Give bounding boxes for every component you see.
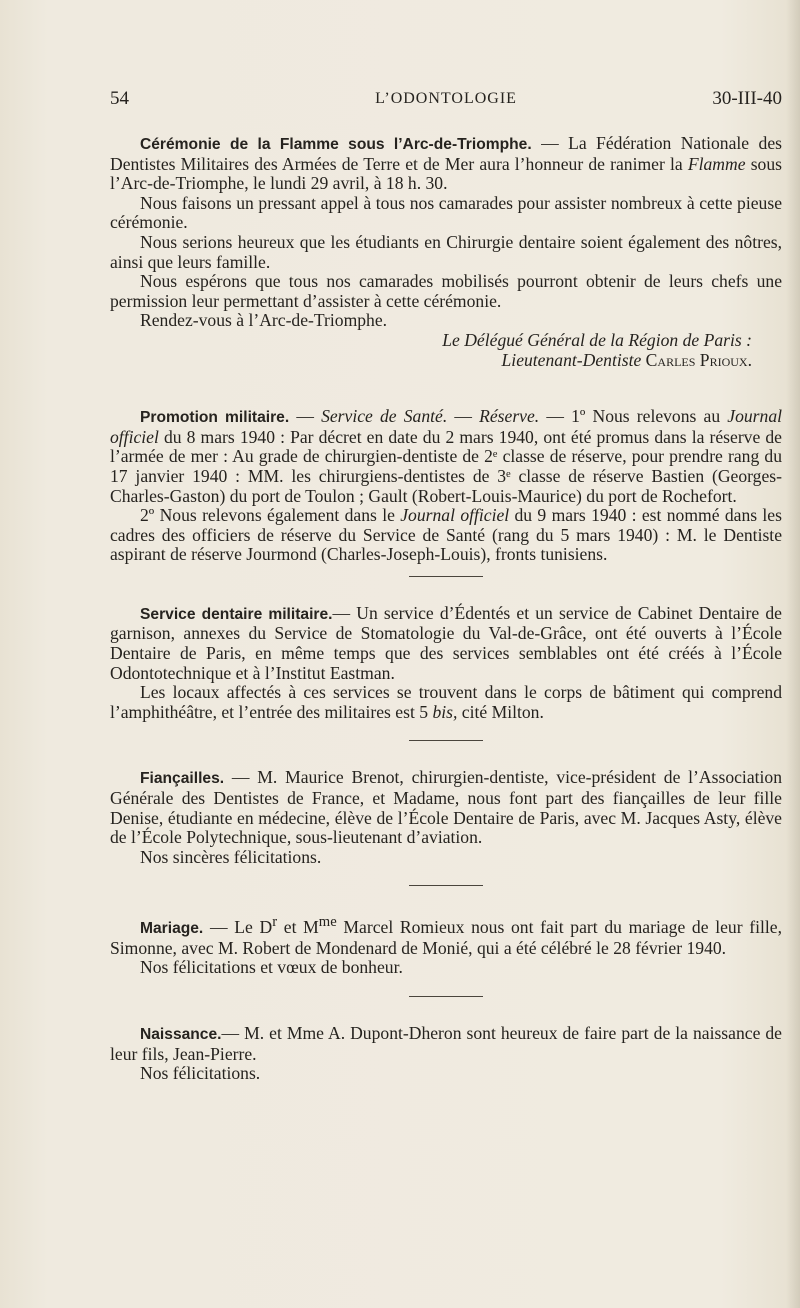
section-ceremonie	[110, 134, 782, 370]
section-heading: Promotion militaire.	[140, 409, 290, 427]
paragraph: Nos sincères félicitations.	[140, 846, 322, 867]
section-naissance	[110, 1024, 782, 1084]
section-heading: Fiançailles.	[140, 770, 225, 788]
page-number: 54	[110, 88, 129, 109]
issue-date: 30-III-40	[712, 88, 782, 109]
section-mariage	[110, 913, 782, 978]
paragraph: Nos félicitations et vœux de bonheur.	[140, 957, 403, 978]
section-fiancailles	[110, 768, 782, 867]
paragraph: Les locaux affectés à ces services se trouvent dans le corps de bâtiment qui comprend l’amphithéâtre, et l’entrée des militaires est 5 bis, cité Milton.	[110, 682, 782, 722]
paragraph: Naissance.— M. et Mme A. Dupont-Dheron sont heureux de faire part de la naissance de leur fils, Jean-Pierre.	[110, 1023, 782, 1064]
paragraph: Cérémonie de la Flamme sous l’Arc-de-Triomphe. — La Fédération Nationale des Dentistes Militaires des Armées de Terre et de Mer aura l’honneur de ranimer la Flamme sous l’Arc-de-Triomphe, le lundi 29 avril, à 18 h. 30.	[110, 133, 782, 194]
paragraph: Mariage. — Le $D^r$ et $M^{me}$ Marcel Romieux nous ont fait part du mariage de leur fille, Simonne, avec M. Robert de Mondenard de Monié, qui a été célébré le 28 février 1940.	[110, 914, 782, 958]
paragraph: Service dentaire militaire.— Un service d’Édentés et un service de Cabinet Dentaire de garnison, annexes du Service de Stomatologie du Val-de-Grâce, ont été ouverts à l’École Dentaire de Paris, en même temps que des services semblables ont été créés à l’École Odontotechnique et à l’Institut Eastman.	[110, 602, 782, 683]
section-promotion	[110, 407, 782, 565]
paragraph: Fiançailles. — M. Maurice Brenot, chirurgien-dentiste, vice-président de l’Association Générale des Dentistes de France, et Madame, nous font part des fiançailles de leur fille Denise, étudiante en médecine, élève de l’École Dentaire de Paris, avec M. Jacques Asty, élève de l’École Polytechnique, sous-lieutenant d’aviation.	[110, 767, 782, 848]
section-service-dentaire	[110, 604, 782, 723]
paragraph: Promotion militaire. — Service de Santé. — Réserve. — 1º Nous relevons au Journal officiel du 8 mars 1940 : Par décret en date du 2 mars 1940, ont été promus dans la réserve de l’armée de mer : Au grade de chirurgien-dentiste de 2ᵉ classe de réserve, pour prendre rang du 17 janvier 1940 : MM. les chirurgiens-dentistes de 3ᵉ classe de réserve Bastien (Georges-Charles-Gaston) du port de Toulon ; Gault (Robert-Louis-Maurice) du port de Rochefort.	[110, 406, 783, 506]
journal-title: L’ODONTOLOGIE	[375, 90, 517, 107]
paragraph: Rendez-vous à l’Arc-de-Triomphe.	[140, 310, 388, 331]
running-header	[110, 88, 782, 114]
paragraph: 2º Nous relevons également dans le Journal officiel du 9 mars 1940 : est nommé dans les cadres des officiers de réserve du Service de Santé (rang du 5 mars 1940) : M. le Dentiste aspirant de réserve Jourmond (Charles-Joseph-Louis), fronts tunisiens.	[110, 505, 782, 565]
paragraph: Nous serions heureux que les étudiants en Chirurgie dentaire soient également des nôtres, ainsi que leurs famille.	[110, 231, 782, 272]
section-heading: Naissance.	[140, 1026, 222, 1044]
paragraph: Nous espérons que tous nos camarades mobilisés pourront obtenir de leurs chefs une permission leur permettant d’assister à cette cérémonie.	[110, 271, 782, 311]
section-heading: Mariage.	[140, 920, 204, 938]
page-edge-shadow	[786, 0, 800, 1308]
article-body	[110, 134, 782, 1084]
paragraph: Nos félicitations.	[140, 1063, 261, 1084]
section-heading: Cérémonie de la Flamme sous l’Arc-de-Triomphe.	[140, 136, 532, 153]
section-heading: Service dentaire militaire.	[140, 605, 333, 623]
paragraph: Nous faisons un pressant appel à tous nos camarades pour assister nombreux à cette pieuse cérémonie.	[110, 192, 782, 233]
signature-name: Lieutenant-Dentiste Carles Prioux.	[501, 349, 752, 370]
signature-title: Le Délégué Général de la Région de Paris :	[442, 329, 752, 350]
